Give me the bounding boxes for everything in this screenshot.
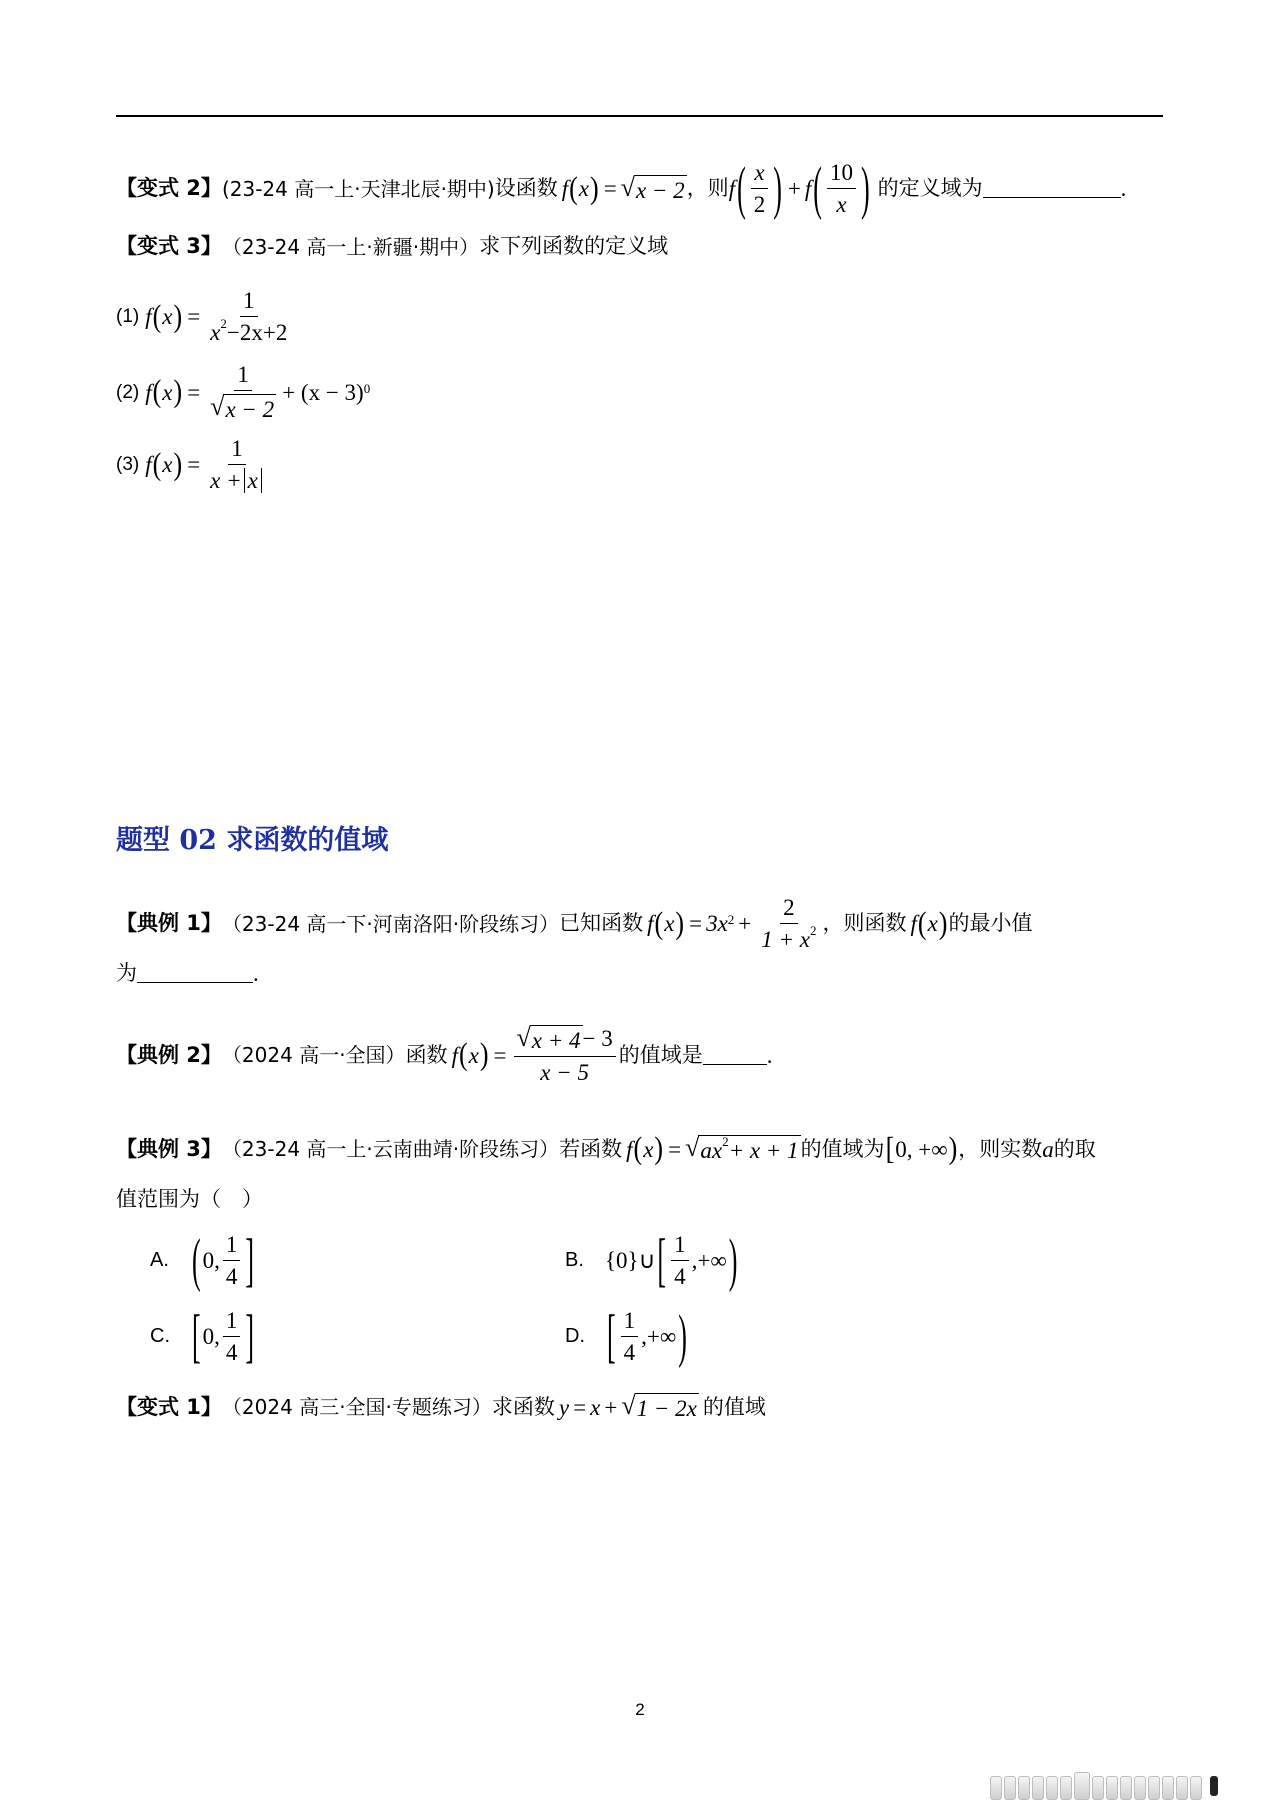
fraction: $\frac{1}{4}$ [223,1232,241,1290]
fraction: $\frac{1}{4}$ [671,1232,689,1290]
problem-source: （23-24 高一上·云南曲靖·阶段练习） [221,1137,560,1162]
choice-c[interactable]: C. [ 0, $\frac{1}{4}$ ] [150,1302,255,1369]
problem-source: （23-24 高一下·河南洛阳·阶段练习） [221,911,560,936]
radical: √ 1 − 2x [621,1391,697,1421]
problem-source: （2024 高一·全国） [221,1043,406,1068]
problem-variant-3: 【变式 3】 （23-24 高一上·新疆·期中） 求下列函数的定义域 [116,234,669,259]
problem-tag: 【典例 2】 [116,1042,222,1067]
problem-tag: 【典例 3】 [116,1136,222,1161]
problem-tag: 【变式 2】 [116,176,222,201]
subproblem-3: (3) f ( x ) = $\frac{1}{x + x}$ [116,436,270,494]
fraction: √ x + 4 − 3 x − 5 [514,1025,616,1086]
answer-blank [703,1046,767,1065]
fraction: $\frac{1}{4}$ [223,1308,241,1366]
problem-tag: 【典例 1】 [116,911,222,936]
example-2: 【典例 2】 （2024 高一·全国） 函数 f ( x ) = √ x + 4 − 3 x − 5 的值域是 . [116,1023,773,1086]
problem-tag: 【变式 1】 [116,1394,222,1419]
problem-source: （2024 高三·全国·专题练习） [221,1395,492,1420]
fraction: $\frac{2}{1 + x^2}$ [761,895,817,953]
fraction: $\frac{x}{2}$ [751,160,769,218]
choice-b[interactable]: B. {0}∪ [ $\frac{1}{4}$ ,+∞ ) [565,1226,738,1293]
radical: √ x + 4 [516,1023,581,1053]
answer-blank [137,964,253,983]
example-3: 【典例 3】 （23-24 高一上·云南曲靖·阶段练习） 若函数 f ( x ) = √ $ax^2+ x + 1$ 的值域为 [ 0, +∞ ) ，则实数 a 的取 [116,1131,1096,1166]
page-number: 2 [635,1700,645,1719]
problem-tag: 【变式 3】 [116,234,222,258]
problem-source: (23-24 高一上·天津北辰·期中) [221,176,495,201]
radical: √ x − 2 [210,392,275,423]
fraction: $\frac{1}{x + x}$ [207,436,267,494]
example-1: 【典例 1】 （23-24 高一下·河南洛阳·阶段练习） 已知函数 f ( x ) = 3x 2 + $\frac{2}{1 + x^2}$ ，则函数 f ( x ) 的最小值 [116,895,1033,953]
problem-variant-1: 【变式 1】 （2024 高三·全国·专题练习） 求函数 y = x + √ 1 − 2x 的值域 [116,1391,766,1421]
header-rule [116,115,1163,117]
radical: √ x − 2 [620,172,685,203]
problem-variant-2: 【变式 2】 (23-24 高一上·天津北辰·期中) 设函数 f ( x ) = √ x − 2 ，则 f ( $\frac{x}{2}$ ) + f ( $\frac{10}{x}$ ) 的定义域为 . [116,154,1127,221]
section-heading: 题型 02 求函数的值域 [116,825,389,856]
subproblem-1: (1) f ( x ) = $\frac{1}{x^2-2x+2}$ [116,288,293,346]
fraction: $\frac{1}{x^2-2x+2}$ [210,288,288,346]
problem-source: （23-24 高一上·新疆·期中） [221,234,480,259]
subproblem-2: (2) f ( x ) = 1 √ x − 2 + (x − 3) 0 [116,362,371,423]
watermark-logo [990,1776,1218,1800]
example-1-cont: 为 . [116,961,259,986]
answer-blank [983,179,1121,198]
fraction: $\frac{10}{x}$ [827,160,856,218]
fraction: 1 √ x − 2 [210,362,275,423]
choice-a[interactable]: A. ( 0, $\frac{1}{4}$ ] [150,1226,255,1293]
fraction: $\frac{1}{4}$ [621,1308,639,1366]
example-3-cont: 值范围为（ ） [116,1187,263,1211]
radical: √ $ax^2+ x + 1$ [685,1133,799,1163]
choice-d[interactable]: D. [ $\frac{1}{4}$ ,+∞ ) [565,1302,687,1369]
